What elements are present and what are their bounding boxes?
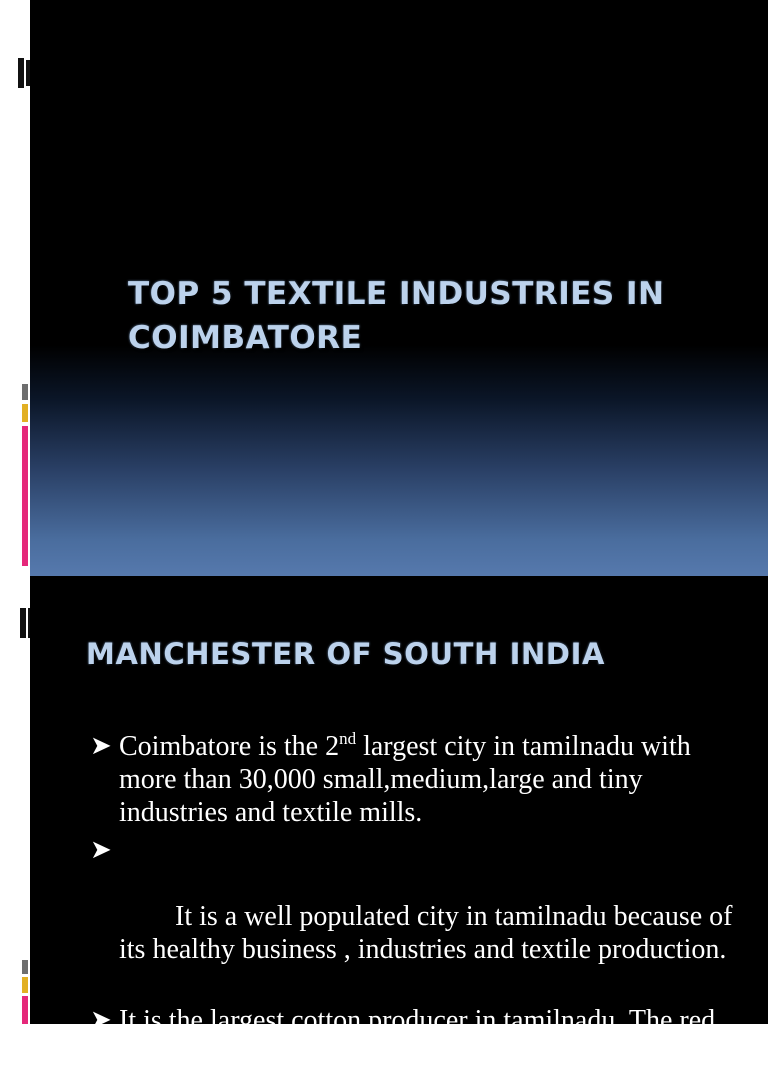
arrowhead-bullet-icon: ➤: [90, 1005, 112, 1035]
slide-marker: [18, 58, 24, 88]
bullet-superscript: nd: [339, 729, 357, 748]
bullet-item: [90, 1004, 740, 1070]
bullet-text: It is the largest cotton producer in tamilnadu. The red soil, water facilities and climate: [119, 1005, 716, 1069]
arrowhead-bullet-icon: ➤: [90, 835, 112, 865]
accent-bar-gold: [22, 977, 28, 993]
bullet-text: largest city in tamilnadu with more than 30,000 small,medium,large and tiny industries and textile mills.: [119, 731, 691, 828]
title-slide: [30, 0, 768, 576]
slide-heading: MANCHESTER OF SOUTH INDIA: [86, 637, 606, 671]
accent-bar-pink: [22, 426, 28, 566]
accent-bar-gray: [22, 960, 28, 974]
slide-marker: [20, 608, 26, 638]
bullet-item: [90, 834, 740, 999]
arrowhead-bullet-icon: ➤: [90, 731, 112, 761]
accent-bar-gold: [22, 404, 28, 422]
bullet-text: It is a well populated city in tamilnadu because of its healthy business , industries and textile production.: [119, 901, 740, 965]
accent-bar-pink: [22, 996, 28, 1024]
bullet-text: Coimbatore is the 2: [119, 731, 340, 762]
content-slide: [30, 576, 768, 1069]
bullet-item: [90, 730, 740, 829]
slide-title: TOP 5 TEXTILE INDUSTRIES IN COIMBATORE: [128, 276, 665, 356]
bullet-list: [90, 730, 740, 1075]
accent-bar-gray: [22, 384, 28, 400]
